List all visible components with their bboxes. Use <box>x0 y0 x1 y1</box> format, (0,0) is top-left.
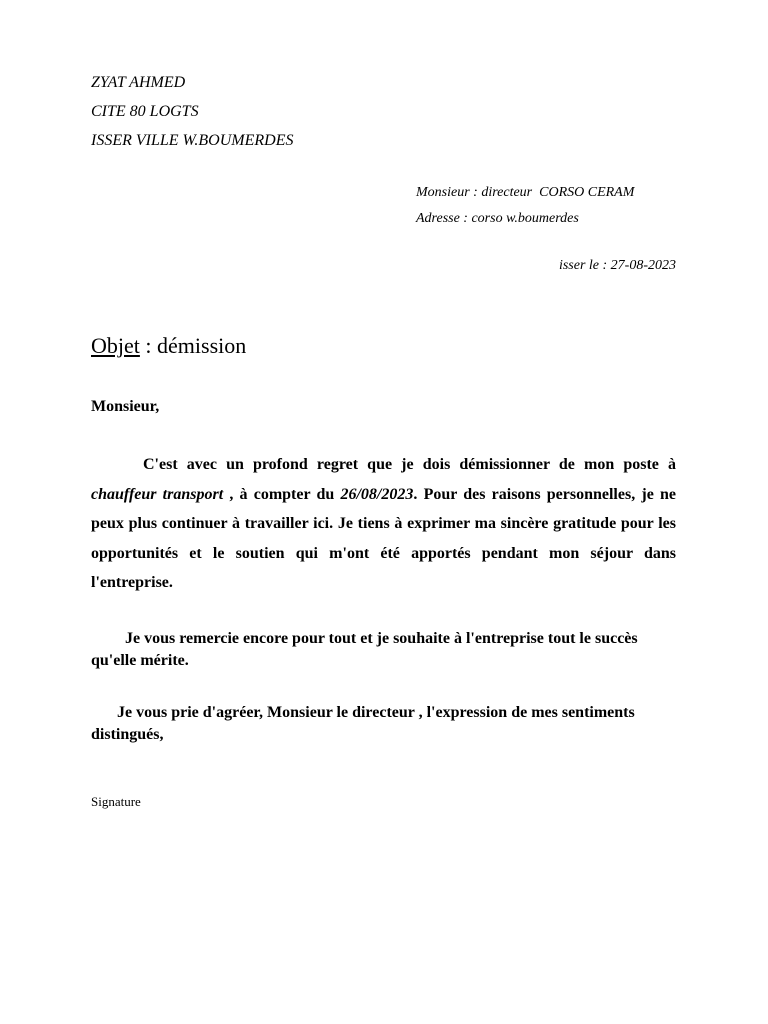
subject-separator: : <box>139 333 158 358</box>
body-paragraph-2: Je vous remercie encore pour tout et je souhaite à l'entreprise tout le succès qu'elle mérite. <box>91 630 638 669</box>
sender-name: ZYAT AHMED <box>91 74 186 91</box>
paragraph1-part3: . Pour des raisons personnelles, je ne peux plus continuer à travailler ici. Je tiens à exprimer ma sincère gratitude pour les opportunités et le soutien qui m'ont été apportés pendant mon séjour dans l'entreprise. <box>91 485 677 591</box>
subject-text: démission <box>157 333 247 358</box>
recipient-block <box>416 180 634 232</box>
signature-label: Signature <box>91 794 141 809</box>
resignation-date: 26/08/2023 <box>340 485 414 503</box>
subject-label: Objet <box>91 333 140 358</box>
sender-address-line1: CITE 80 LOGTS <box>91 103 199 120</box>
body-paragraph-1 <box>91 450 676 598</box>
place-date: isser le : 27-08-2023 <box>558 258 676 273</box>
paragraph1-part1: C'est avec un profond regret que je dois démissionner de mon poste à <box>143 456 676 473</box>
paragraph1-part2: , à compter du <box>223 485 341 503</box>
subject-line <box>91 332 246 360</box>
salutation: Monsieur, <box>91 398 160 415</box>
recipient-line2: Adresse : corso w.boumerdes <box>416 211 579 226</box>
sender-address-line2: ISSER VILLE W.BOUMERDES <box>91 132 294 149</box>
recipient-line1: Monsieur : directeur CORSO CERAM <box>416 185 635 200</box>
closing-paragraph: Je vous prie d'agréer, Monsieur le directeur , l'expression de mes sentiments distingués, <box>91 704 635 743</box>
job-position: chauffeur transport <box>91 485 224 503</box>
sender-block <box>91 68 294 155</box>
